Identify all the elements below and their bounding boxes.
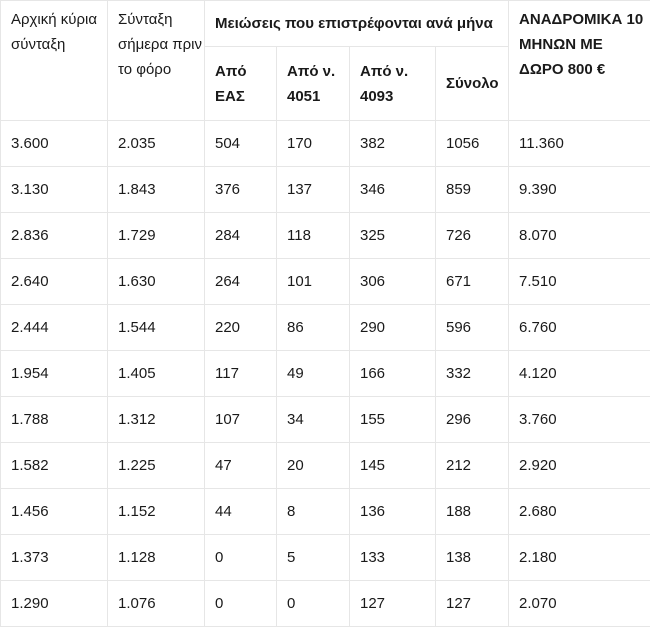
table-row [1,443,650,489]
cell-n4051: 86 [277,305,350,351]
cell-total: 138 [436,535,509,581]
cell-retro: 8.070 [509,213,650,259]
cell-initial: 3.600 [1,121,108,167]
cell-n4093: 133 [350,535,436,581]
header-current-pension: Σύνταξη σήμερα πριν το φόρο [108,1,205,121]
cell-n4093: 136 [350,489,436,535]
table-row [1,121,650,167]
table-row [1,581,650,627]
cell-total: 212 [436,443,509,489]
cell-n4051: 8 [277,489,350,535]
table-row [1,259,650,305]
cell-total: 859 [436,167,509,213]
cell-current: 1.843 [108,167,205,213]
table-row [1,305,650,351]
cell-total: 332 [436,351,509,397]
table-row [1,489,650,535]
cell-initial: 1.954 [1,351,108,397]
cell-initial: 1.373 [1,535,108,581]
cell-retro: 2.180 [509,535,650,581]
cell-n4093: 127 [350,581,436,627]
cell-retro: 4.120 [509,351,650,397]
cell-n4093: 166 [350,351,436,397]
cell-initial: 1.456 [1,489,108,535]
cell-current: 1.544 [108,305,205,351]
header-reductions-group: Μειώσεις που επιστρέφονται ανά μήνα [205,1,509,47]
cell-initial: 1.788 [1,397,108,443]
cell-eas: 44 [205,489,277,535]
cell-current: 1.225 [108,443,205,489]
cell-n4051: 49 [277,351,350,397]
cell-n4051: 101 [277,259,350,305]
cell-eas: 376 [205,167,277,213]
cell-retro: 2.680 [509,489,650,535]
cell-initial: 2.836 [1,213,108,259]
cell-total: 726 [436,213,509,259]
cell-current: 1.128 [108,535,205,581]
cell-current: 1.076 [108,581,205,627]
header-retroactive: ΑΝΑΔΡΟΜΙΚΑ 10 ΜΗΝΩΝ ΜΕ ΔΩΡΟ 800 € [509,1,650,121]
header-from-eas: Από ΕΑΣ [205,47,277,121]
cell-total: 188 [436,489,509,535]
table-row [1,167,650,213]
cell-n4051: 34 [277,397,350,443]
cell-n4093: 346 [350,167,436,213]
cell-n4051: 0 [277,581,350,627]
cell-n4051: 118 [277,213,350,259]
header-from-4051: Από ν. 4051 [277,47,350,121]
cell-current: 1.152 [108,489,205,535]
cell-eas: 0 [205,535,277,581]
cell-n4093: 145 [350,443,436,489]
table-row [1,351,650,397]
cell-initial: 2.640 [1,259,108,305]
cell-retro: 9.390 [509,167,650,213]
cell-n4093: 155 [350,397,436,443]
cell-retro: 2.070 [509,581,650,627]
cell-eas: 504 [205,121,277,167]
cell-total: 596 [436,305,509,351]
cell-current: 1.312 [108,397,205,443]
cell-current: 2.035 [108,121,205,167]
cell-eas: 0 [205,581,277,627]
cell-eas: 284 [205,213,277,259]
cell-n4093: 290 [350,305,436,351]
cell-eas: 264 [205,259,277,305]
cell-eas: 47 [205,443,277,489]
cell-total: 127 [436,581,509,627]
cell-n4051: 5 [277,535,350,581]
cell-initial: 2.444 [1,305,108,351]
table-row [1,213,650,259]
cell-initial: 1.290 [1,581,108,627]
header-from-4093: Από ν. 4093 [350,47,436,121]
table-body [1,121,650,627]
cell-total: 296 [436,397,509,443]
cell-eas: 220 [205,305,277,351]
cell-current: 1.630 [108,259,205,305]
cell-retro: 3.760 [509,397,650,443]
cell-total: 671 [436,259,509,305]
cell-n4093: 325 [350,213,436,259]
cell-n4093: 382 [350,121,436,167]
header-initial-pension: Αρχική κύρια σύνταξη [1,1,108,121]
cell-initial: 1.582 [1,443,108,489]
table-row [1,397,650,443]
cell-n4051: 20 [277,443,350,489]
table-row [1,535,650,581]
cell-retro: 11.360 [509,121,650,167]
cell-current: 1.729 [108,213,205,259]
cell-retro: 2.920 [509,443,650,489]
cell-retro: 6.760 [509,305,650,351]
cell-n4051: 137 [277,167,350,213]
cell-eas: 107 [205,397,277,443]
cell-total: 1056 [436,121,509,167]
cell-n4093: 306 [350,259,436,305]
cell-initial: 3.130 [1,167,108,213]
cell-retro: 7.510 [509,259,650,305]
cell-current: 1.405 [108,351,205,397]
cell-n4051: 170 [277,121,350,167]
header-total: Σύνολο [436,47,509,121]
cell-eas: 117 [205,351,277,397]
